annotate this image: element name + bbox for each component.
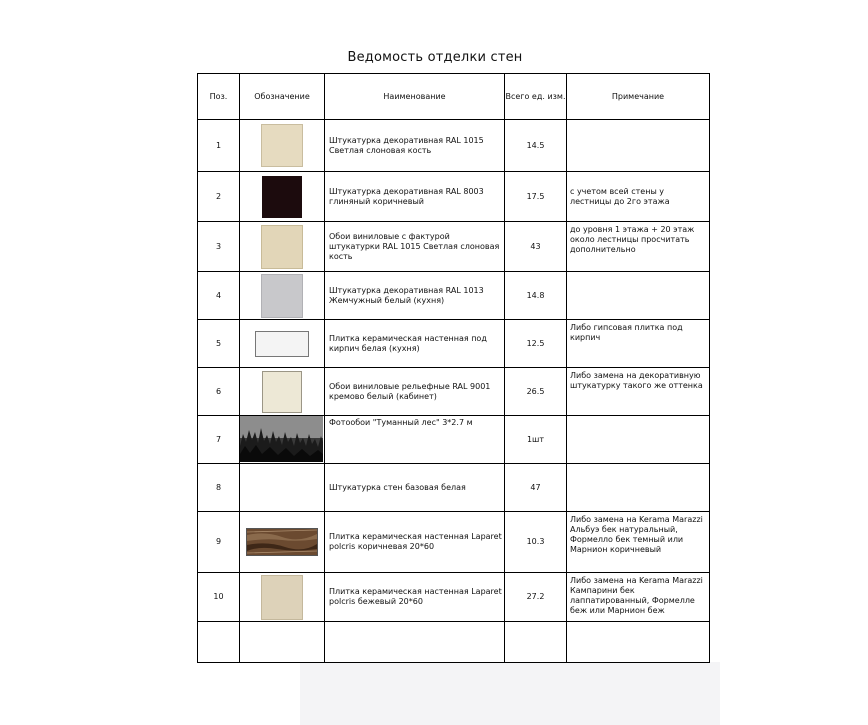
row-name: Плитка керамическая настенная под кирпич белая (кухня) — [325, 320, 505, 368]
header-note: Примечание — [567, 74, 710, 120]
row-swatch-cell — [240, 464, 325, 512]
row-qty: 14.8 — [505, 272, 567, 320]
pearl-white-swatch — [261, 274, 303, 318]
row-pos: 7 — [198, 416, 240, 464]
table-row — [198, 172, 710, 222]
row-name: Штукатурка стен базовая белая — [325, 464, 505, 512]
misty-forest-swatch — [240, 416, 323, 462]
row-swatch-cell — [240, 120, 325, 172]
row-name: Штукатурка декоративная RAL 8003 глиняный коричневый — [325, 172, 505, 222]
header-qty: Всего ед. изм. — [505, 74, 567, 120]
row-note — [567, 464, 710, 512]
row-swatch-cell — [240, 172, 325, 222]
table-row — [198, 272, 710, 320]
row-swatch-cell — [240, 320, 325, 368]
row-note — [567, 272, 710, 320]
row-qty: 27.2 — [505, 573, 567, 622]
row-name: Штукатурка декоративная RAL 1015 Светлая слоновая кость — [325, 120, 505, 172]
row-qty: 43 — [505, 222, 567, 272]
row-qty: 10.3 — [505, 512, 567, 573]
row-qty: 17.5 — [505, 172, 567, 222]
table-row — [198, 222, 710, 272]
brown-wood-tile-swatch — [246, 528, 318, 556]
row-qty — [505, 622, 567, 663]
row-name: Обои виниловые с фактурой штукатурки RAL 1015 Светлая слоновая кость — [325, 222, 505, 272]
row-swatch-cell — [240, 622, 325, 663]
row-note — [567, 120, 710, 172]
row-pos: 1 — [198, 120, 240, 172]
table-row — [198, 464, 710, 512]
row-pos: 10 — [198, 573, 240, 622]
row-swatch-cell — [240, 416, 325, 464]
row-pos: 9 — [198, 512, 240, 573]
row-qty: 26.5 — [505, 368, 567, 416]
header-designation: Обозначение — [240, 74, 325, 120]
row-note: Либо гипсовая плитка под кирпич — [567, 320, 710, 368]
row-note — [567, 622, 710, 663]
row-note: с учетом всей стены у лестницы до 2го этажа — [567, 172, 710, 222]
row-name: Обои виниловые рельефные RAL 9001 кремово белый (кабинет) — [325, 368, 505, 416]
row-note: Либо замена на Kerama Marazzi Кампарини бек лаппатированный, Формелле беж или Марнион беж — [567, 573, 710, 622]
wall-finish-table — [197, 73, 710, 663]
table-row — [198, 368, 710, 416]
row-qty: 14.5 — [505, 120, 567, 172]
row-name: Плитка керамическая настенная Laparet polcris бежевый 20*60 — [325, 573, 505, 622]
row-name: Фотообои "Туманный лес" 3*2.7 м — [325, 416, 505, 464]
row-swatch-cell — [240, 272, 325, 320]
header-name: Наименование — [325, 74, 505, 120]
row-note: Либо замена на декоративную штукатурку такого же оттенка — [567, 368, 710, 416]
row-name: Плитка керамическая настенная Laparet polcris коричневая 20*60 — [325, 512, 505, 573]
row-name — [325, 622, 505, 663]
ivory-plaster-swatch — [261, 124, 303, 167]
row-pos: 2 — [198, 172, 240, 222]
row-swatch-cell — [240, 512, 325, 573]
table-row — [198, 120, 710, 172]
document-title: Ведомость отделки стен — [347, 50, 523, 65]
header-row — [198, 74, 710, 120]
white-brick-tile-swatch — [255, 331, 309, 357]
row-swatch-cell — [240, 368, 325, 416]
row-note — [567, 416, 710, 464]
table-row — [198, 573, 710, 622]
row-qty: 1шт — [505, 416, 567, 464]
row-swatch-cell — [240, 573, 325, 622]
table-row — [198, 320, 710, 368]
table-row — [198, 416, 710, 464]
bottom-shade — [300, 662, 720, 725]
row-qty: 12.5 — [505, 320, 567, 368]
row-pos: 4 — [198, 272, 240, 320]
row-name: Штукатурка декоративная RAL 1013 Жемчужный белый (кухня) — [325, 272, 505, 320]
row-qty: 47 — [505, 464, 567, 512]
row-pos — [198, 622, 240, 663]
table-row — [198, 622, 710, 663]
cream-wallpaper-swatch — [262, 371, 302, 413]
row-note: Либо замена на Kerama Marazzi Альбуэ бек натуральный, Формелло бек темный или Марнион коричневый — [567, 512, 710, 573]
header-pos: Поз. — [198, 74, 240, 120]
beige-tile-swatch — [261, 575, 303, 620]
row-note: до уровня 1 этажа + 20 этаж около лестницы просчитать дополнительно — [567, 222, 710, 272]
row-swatch-cell — [240, 222, 325, 272]
row-pos: 5 — [198, 320, 240, 368]
row-pos: 8 — [198, 464, 240, 512]
clay-brown-swatch — [262, 176, 302, 218]
row-pos: 3 — [198, 222, 240, 272]
row-pos: 6 — [198, 368, 240, 416]
ivory-wallpaper-swatch — [261, 225, 303, 269]
table-row — [198, 512, 710, 573]
